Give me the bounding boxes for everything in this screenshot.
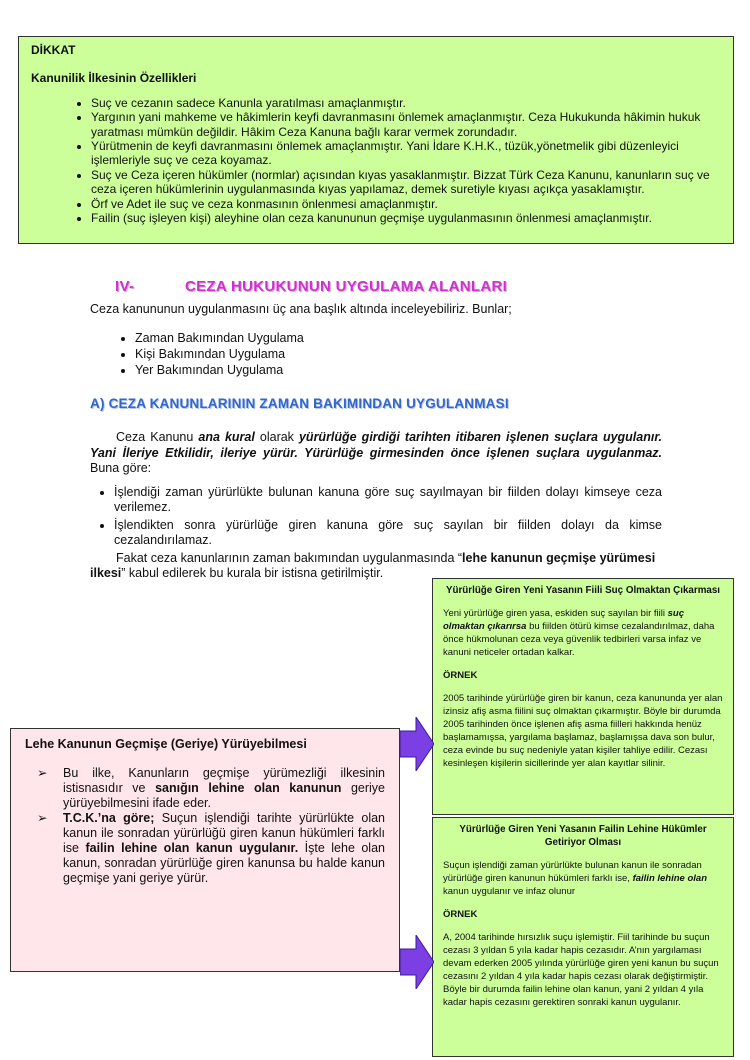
emphasis: failin lehine olan: [632, 873, 708, 884]
list-item: • Zaman Bakımından Uygulama: [135, 330, 304, 346]
text: bu fiilden ötürü kimse cezalandırılmaz, daha önce hükmolunan ceza veya güvenlik tedbirleri varsa infaz ve kanuni neticeler ortadan kalkar.: [443, 621, 715, 658]
section-title: CEZA HUKUKUNUN UYGULAMA ALANLARI: [185, 278, 508, 295]
list-item: • Failin (suç işleyen kişi) aleyhine olan ceza kanununun geçmişe uygulanmasının önlenmesi amaçlanmıştır.: [91, 211, 721, 225]
emphasis: suç olmaktan çıkarırsa: [443, 608, 684, 632]
arrow-bullet-icon: ➢: [37, 766, 48, 780]
text: Bu ilke, Kanunların geçmişe yürümezliği ilkesinin istisnasıdır ve: [63, 766, 385, 795]
box-title: Lehe Kanunun Geçmişe (Geriye) Yürüyebilmesi: [25, 737, 307, 751]
text: olarak: [254, 430, 299, 444]
application-list: [115, 330, 304, 378]
list-item: • Kişi Bakımından Uygulama: [135, 346, 304, 362]
retroactivity-box: [10, 728, 400, 972]
emphasis: sanığın lehine olan kanunun: [155, 781, 342, 795]
example-label: ÖRNEK: [443, 670, 478, 681]
body-text: [90, 430, 662, 582]
info-box-favorable-law: [432, 817, 734, 1057]
arrow-right-icon: [400, 717, 434, 771]
box-title: Yürürlüğe Giren Yeni Yasanın Fiili Suç Olmaktan Çıkarması: [445, 585, 721, 596]
box-title: Yürürlüğe Giren Yeni Yasanın Failin Lehine Hükümler Getiriyor Olması: [459, 824, 707, 848]
arrow-bullet-icon: ➢: [37, 811, 48, 825]
emphasis: yürürlüğe girdiği tarihten itibaren işlenen suçlara uygulanır. Yani İleriye Etkilidir, ileriye yürür. Yürürlüğe girmesinden önce işlenen suçlara uygulanmaz.: [90, 430, 662, 460]
example-label: ÖRNEK: [443, 909, 478, 920]
text: ” kabul edilerek bu kurala bir istisna getirilmiştir.: [121, 566, 384, 580]
text: kanun uygulanır ve infaz olunur: [443, 886, 576, 897]
dikkat-label: DİKKAT: [31, 43, 76, 57]
section-intro: Ceza kanununun uygulanmasını üç ana başlık altında inceleyebiliriz. Bunlar;: [90, 302, 512, 316]
emphasis: T.C.K.’na göre;: [63, 811, 155, 825]
text: Yeni yürürlüğe giren yasa, eskiden suç sayılan bir fiili: [443, 608, 668, 619]
list-item: • Suç ve Ceza içeren hükümler (normlar) açısından kıyas yasaklanmıştır. Bizzat Türk Ceza Kanunu, kanunların suç ve ceza içeren hükümlerinin uygulanmasında kıyas yapılamaz, demek suretiyle kıyası açıkça yasaklamıştır.: [91, 168, 721, 197]
list-item: • İşlendikten sonra yürürlüğe giren kanuna göre suç sayılan bir fiilden dolayı da kimse cezalandırılamaz.: [114, 518, 662, 549]
paragraph: [90, 551, 662, 582]
list-item: • Yürütmenin de keyfi davranmasını önlemek amaçlanmıştır. Yani İdare K.H.K., tüzük,yönetmelik gibi düzenleyici işlemleriyle suç ve ceza koyamaz.: [91, 139, 721, 168]
emphasis: failin lehine olan kanun uygulanır.: [85, 841, 299, 855]
arrow-right-icon: [400, 935, 434, 989]
list-item: • Yargının yani mahkeme ve hâkimlerin keyfi davranmasını önlemek amaçlanmıştır. Ceza Hukukunda hâkimin hukuk yaratması mümkün değildir. Hâkim Ceza Kanuna bağlı karar vermek zorundadır.: [91, 110, 721, 139]
text: Ceza Kanunu: [116, 430, 199, 444]
list-item: • Örf ve Adet ile suç ve ceza konmasının önlenmesi amaçlanmıştır.: [91, 197, 721, 211]
section-number: IV-: [115, 278, 135, 295]
text: Suçun işlendiği zaman yürürlükte bulunan kanun ile sonradan yürürlüğe giren kanunun hükümleri farklı ise,: [443, 860, 702, 884]
example-text: A, 2004 tarihinde hırsızlık suçu işlemiştir. Fiil tarihinde bu suçun cezası 3 yıldan 5 yıla kadar hapis cezasıdır. A’nın yargılaması devam ederken 2005 yılında yürürlüğe giren yeni kanun bu suçun cezasını 2 yıldan 4 yıla kadar hapis cezası olarak değiştirmiştir. Böyle bir durumda failin lehine olan kanun, yani 2 yıldan 4 yıla kadar hapis cezasını gerektiren sonraki kanun uygulanır.: [443, 932, 719, 1008]
retroactivity-list: [25, 766, 385, 886]
info-box-decriminalization: [432, 578, 734, 815]
list-item: • İşlendiği zaman yürürlükte bulunan kanuna göre suç sayılmayan bir fiilden dolayı kimseye ceza verilemez.: [114, 485, 662, 516]
text: Suçun işlendiği tarihte yürürlükte olan kanun ile sonradan yürürlüğü giren kanun hükümleri farklı ise: [63, 811, 385, 855]
text: Buna göre:: [90, 461, 152, 475]
box-text: [443, 859, 723, 898]
text: geriye yürüyebilmesini ifade eder.: [63, 781, 385, 810]
text: Fakat ceza kanunlarının zaman bakımından uygulanmasında “: [116, 550, 463, 565]
emphasis: ana kural: [198, 430, 255, 444]
list-item: [37, 811, 385, 886]
emphasis: lehe kanunun geçmişe yürümesi ilkesi: [90, 550, 656, 580]
example-text: 2005 tarihinde yürürlüğe giren bir kanun, ceza kanununda yer alan izinsiz afiş asma fiilini suç olmaktan çıkarmıştır. Böyle bir durumda 2005 tarihinden önce işlenen afiş asma fiilleri hakkında henüz başlamamışsa, yargılama başlamaz, başlamışsa dava son bulur, ceza evinde bu suç nedeniyle yatan kişiler tahliye edilir. Cezası kesinleşen kişilerin sicillerinde yer alan kayıtlar silinir.: [443, 693, 723, 769]
list-item: • Yer Bakımından Uygulama: [135, 362, 304, 378]
subsection-heading: A) CEZA KANUNLARININ ZAMAN BAKIMINDAN UYGULANMASI: [90, 396, 509, 411]
list-item: • Suç ve cezanın sadece Kanunla yaratılması amaçlanmıştır.: [91, 96, 721, 110]
text: İşte lehe olan kanun, sonradan yürürlüğe giren kanunsa bu halde kanun geçmişe yani geriye yürür.: [63, 841, 385, 885]
box-text: [443, 607, 723, 659]
list-item: [37, 766, 385, 811]
dikkat-title: Kanunilik İlkesinin Özellikleri: [31, 71, 197, 86]
paragraph: [90, 430, 662, 477]
dikkat-list: [31, 96, 721, 226]
section-heading: [115, 278, 507, 295]
rule-list: [90, 485, 662, 549]
dikkat-box: [18, 36, 734, 244]
